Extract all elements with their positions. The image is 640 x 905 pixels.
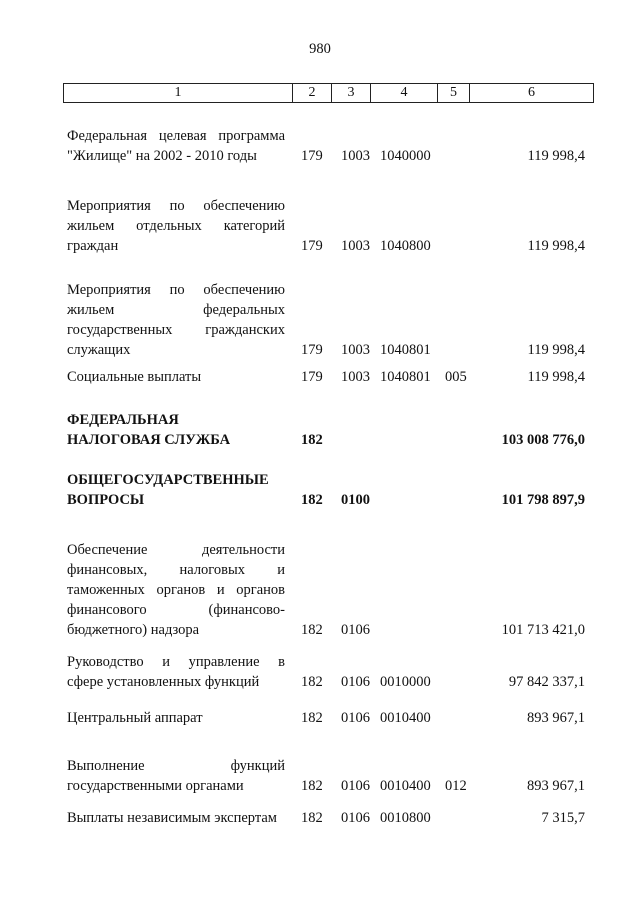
row-name <box>67 708 285 728</box>
row-amount: 101 713 421,0 <box>501 622 585 638</box>
column-header-table <box>63 83 594 103</box>
row-name-line: Руководство и управление в <box>67 654 285 670</box>
row-name-line: служащих <box>67 342 131 358</box>
row-section-code: 0106 <box>341 674 370 690</box>
row-name-line: бюджетного) надзора <box>67 622 200 638</box>
row-ved-code: 179 <box>301 148 323 164</box>
row-amount: 893 967,1 <box>527 710 585 726</box>
row-section-code: 0106 <box>341 622 370 638</box>
row-target-code: 0010800 <box>380 810 431 826</box>
row-amount: 119 998,4 <box>527 342 585 358</box>
column-header-2: 2 <box>293 84 332 103</box>
row-ved-code: 182 <box>301 778 323 794</box>
row-section-code: 1003 <box>341 369 370 385</box>
row-ved-code: 179 <box>301 369 323 385</box>
row-ved-code: 179 <box>301 342 323 358</box>
row-name-line: Социальные выплаты <box>67 369 202 385</box>
row-name <box>67 367 285 387</box>
row-name-line: сфере установленных функций <box>67 674 260 690</box>
row-expense-type-code: 012 <box>445 778 467 794</box>
row-name-line: государственными органами <box>67 778 244 794</box>
row-name-line: ФЕДЕРАЛЬНАЯ <box>67 412 179 428</box>
row-section-code: 0106 <box>341 778 370 794</box>
row-amount: 97 842 337,1 <box>508 674 585 690</box>
row-section-code: 1003 <box>341 342 370 358</box>
column-header-6: 6 <box>470 84 594 103</box>
row-section-code: 1003 <box>341 148 370 164</box>
row-name-line: жильем отдельных категорий <box>67 218 285 234</box>
row-name-line: государственных гражданских <box>67 322 285 338</box>
row-amount: 103 008 776,0 <box>501 432 585 448</box>
column-header-5: 5 <box>438 84 470 103</box>
row-section-code: 0106 <box>341 710 370 726</box>
row-name-line: НАЛОГОВАЯ СЛУЖБА <box>67 432 231 448</box>
row-name-line: финансовых, налоговых и <box>67 562 285 578</box>
row-name-line: Федеральная целевая программа <box>67 128 285 144</box>
row-target-code: 1040000 <box>380 148 431 164</box>
row-name-line: Выполнение функций <box>67 758 285 774</box>
row-name-line: "Жилище" на 2002 - 2010 годы <box>67 148 257 164</box>
row-target-code: 1040800 <box>380 238 431 254</box>
row-amount: 119 998,4 <box>527 369 585 385</box>
row-name-line: ОБЩЕГОСУДАРСТВЕННЫЕ <box>67 472 269 488</box>
row-name <box>67 808 285 828</box>
column-header-row <box>64 84 594 103</box>
row-name <box>67 126 285 166</box>
page-number: 980 <box>309 41 331 57</box>
row-name <box>67 652 285 692</box>
row-name-line: Обеспечение деятельности <box>67 542 285 558</box>
row-target-code: 0010400 <box>380 710 431 726</box>
row-name-line: Выплаты независимым экспертам <box>67 810 277 826</box>
row-name-line: таможенных органов и органов <box>67 582 285 598</box>
row-amount: 101 798 897,9 <box>501 492 585 508</box>
row-section-code: 0106 <box>341 810 370 826</box>
row-name <box>67 196 285 256</box>
row-name <box>67 410 285 450</box>
row-ved-code: 182 <box>301 432 323 448</box>
row-section-code: 1003 <box>341 238 370 254</box>
row-amount: 119 998,4 <box>527 238 585 254</box>
column-header-4: 4 <box>371 84 438 103</box>
row-ved-code: 182 <box>301 710 323 726</box>
row-name-line: Центральный аппарат <box>67 710 203 726</box>
row-target-code: 0010400 <box>380 778 431 794</box>
row-ved-code: 182 <box>301 492 323 508</box>
row-name-line: жильем федеральных <box>67 302 285 318</box>
row-name <box>67 470 285 510</box>
row-name-line: Мероприятия по обеспечению <box>67 282 285 298</box>
column-header-1: 1 <box>64 84 293 103</box>
row-ved-code: 182 <box>301 810 323 826</box>
row-name <box>67 756 285 796</box>
row-expense-type-code: 005 <box>445 369 467 385</box>
row-name-line: финансового (финансово- <box>67 602 285 618</box>
column-header-3: 3 <box>332 84 371 103</box>
row-name <box>67 540 285 640</box>
row-name-line: ВОПРОСЫ <box>67 492 145 508</box>
row-ved-code: 182 <box>301 674 323 690</box>
row-amount: 7 315,7 <box>541 810 585 826</box>
row-amount: 119 998,4 <box>527 148 585 164</box>
row-target-code: 1040801 <box>380 369 431 385</box>
row-section-code: 0100 <box>341 492 370 508</box>
row-amount: 893 967,1 <box>527 778 585 794</box>
row-name <box>67 280 285 360</box>
row-target-code: 1040801 <box>380 342 431 358</box>
row-ved-code: 179 <box>301 238 323 254</box>
row-name-line: Мероприятия по обеспечению <box>67 198 285 214</box>
row-name-line: граждан <box>67 238 119 254</box>
row-ved-code: 182 <box>301 622 323 638</box>
row-target-code: 0010000 <box>380 674 431 690</box>
